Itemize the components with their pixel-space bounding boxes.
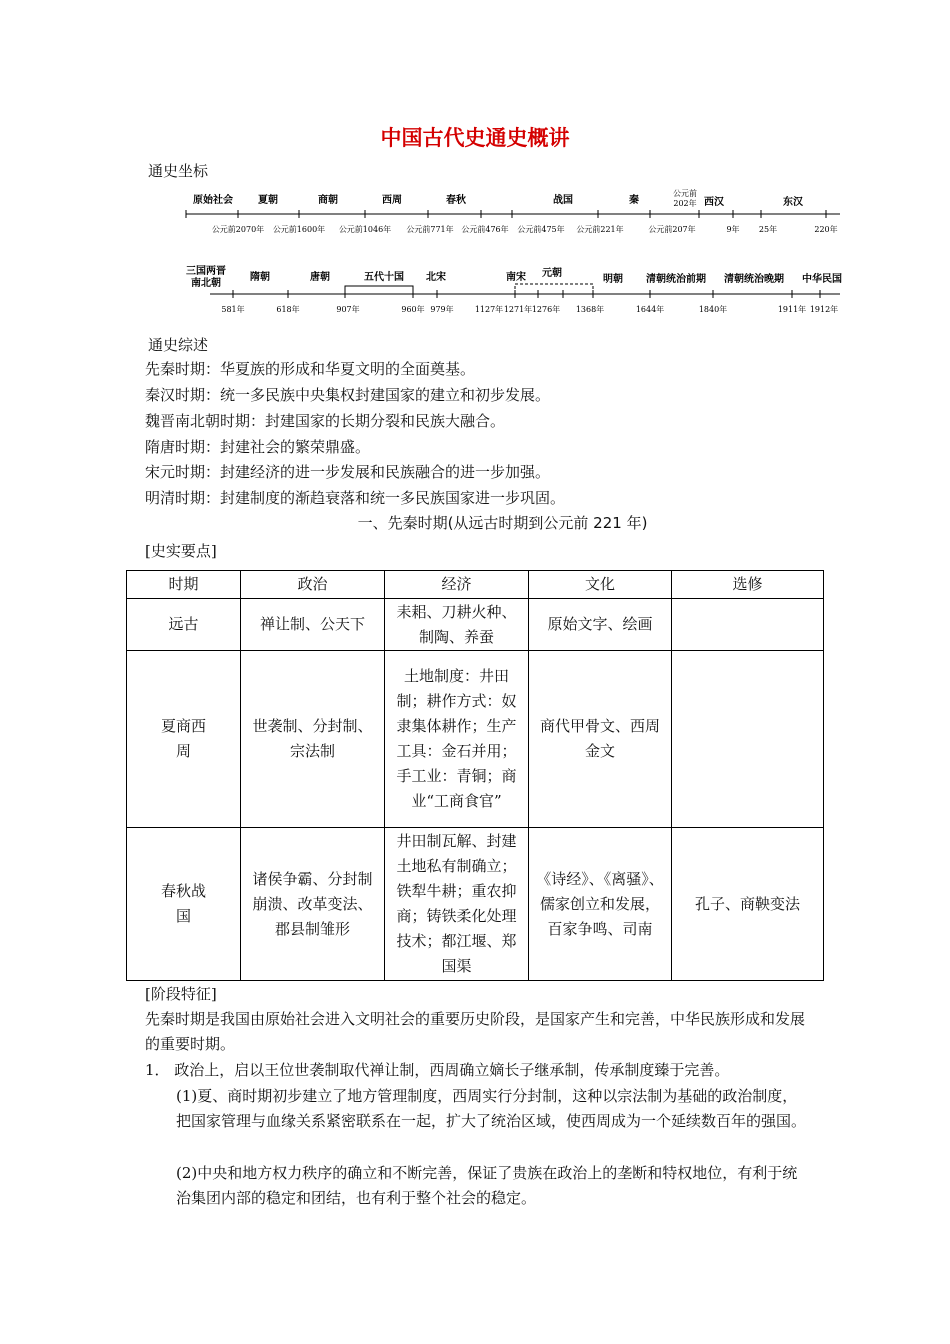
cell-economy: 井田制瓦解、封建土地私有制确立；铁犁牛耕；重农抑商；铸铁柔化处理技术；都江堰、郑国渠 [385,828,529,981]
table-row [127,599,824,651]
cell-politics: 诸侯争霸、分封制崩溃、改革变法、郡县制雏形 [241,828,385,981]
timeline-ancient [180,186,850,242]
tl1-period: 商朝 [318,195,338,206]
table-row [127,828,824,981]
tl2-period: 北宋 [426,272,446,283]
tl2-year: 1840年 [698,305,728,314]
cell-period: 远古 [127,599,241,651]
section-summary-heading: 通史综述 [148,336,209,354]
facts-label: [史实要点] [145,542,217,560]
tl1-period: 夏朝 [258,195,278,206]
tl2-year: 1271年 [503,305,533,314]
tl2-year: 581年 [221,305,245,314]
stage-intro: 先秦时期是我国由原始社会进入文明社会的重要历史阶段，是国家产生和完善，中华民族形成和发展的重要时期。 [145,1010,806,1053]
tl2-year: 1644年 [635,305,665,314]
tl2-period: 清朝统治前期 [646,274,706,285]
summary-line: 先秦时期：华夏族的形成和华夏文明的全面奠基。 [145,360,476,378]
cell-culture: 商代甲骨文、西周金文 [529,651,672,828]
cell-period: 夏商西周 [127,651,241,828]
tl2-year: 960年 [401,305,425,314]
tl2-period: 三国两晋 [186,266,226,277]
cell-culture: 原始文字、绘画 [529,599,672,651]
tl1-year-label: 公元前 [673,189,697,198]
cell-elective [672,599,824,651]
tl1-year: 公元前221年 [576,225,624,234]
cell-economy: 土地制度：井田制；耕作方式：奴隶集体耕作；生产工具：金石并用；手工业：青铜；商业“工商食官” [385,651,529,828]
part-heading: 一、先秦时期(从远古时期到公元前 221 年) [357,514,648,532]
tl2-period: 隋朝 [250,272,270,283]
table-header: 文化 [529,571,672,599]
tl1-year-label: 202年 [673,199,697,208]
tl2-year: 979年 [430,305,454,314]
summary-line: 秦汉时期：统一多民族中央集权封建国家的建立和初步发展。 [145,386,551,404]
tl2-period: 唐朝 [310,272,330,283]
table-header: 时期 [127,571,241,599]
tl2-year: 1911年 [777,305,807,314]
cell-period: 春秋战国 [127,828,241,981]
cell-culture: 《诗经》、《离骚》、儒家创立和发展，百家争鸣、司南 [529,828,672,981]
tl1-year: 公元前207年 [648,225,696,234]
cell-politics: 禅让制、公天下 [241,599,385,651]
tl1-period: 东汉 [783,197,803,208]
summary-line: 宋元时期：封建经济的进一步发展和民族融合的进一步加强。 [145,463,551,481]
tl2-year: 618年 [276,305,300,314]
summary-line: 隋唐时期：封建社会的繁荣鼎盛。 [145,438,371,456]
tl1-period: 春秋 [446,195,466,206]
table-header-row [127,571,824,599]
tl2-period: 清朝统治晚期 [724,274,784,285]
tl2-period: 南北朝 [191,278,221,289]
facts-table [126,570,824,981]
tl2-period: 中华民国 [802,274,842,285]
tl2-period: 五代十国 [364,272,404,283]
tl1-period: 西汉 [704,197,724,208]
table-header: 选修 [672,571,824,599]
tl1-year: 公元前771年 [406,225,454,234]
page-title: 中国古代史通史概讲 [380,126,570,150]
tl1-period: 西周 [382,195,402,206]
tl2-year: 1127年 [474,305,504,314]
tl1-year: 25年 [758,225,778,234]
timeline-imperial [180,262,850,322]
tl1-year: 220年 [814,225,838,234]
tl1-period: 战国 [553,195,573,206]
tl1-year: 公元前1600年 [272,225,326,234]
tl2-period: 元朝 [542,268,562,279]
section-coord-heading: 通史坐标 [148,162,209,180]
cell-elective: 孔子、商鞅变法 [672,828,824,981]
summary-line: 魏晋南北朝时期：封建国家的长期分裂和民族大融合。 [145,412,506,430]
tl2-year: 1276年 [531,305,561,314]
tl1-year: 公元前1046年 [338,225,392,234]
summary-line: 明清时期：封建制度的渐趋衰落和统一多民族国家进一步巩固。 [145,489,566,507]
table-row [127,651,824,828]
point-1: 1． 政治上，启以王位世袭制取代禅让制，西周确立嫡长子继承制，传承制度臻于完善。 [145,1061,730,1079]
tl1-period: 秦 [629,195,639,206]
tl2-year: 907年 [336,305,360,314]
tl2-year: 1912年 [809,305,839,314]
tl1-year: 公元前476年 [461,225,509,234]
stage-label: [阶段特征] [145,985,217,1003]
tl2-year: 1368年 [575,305,605,314]
table-header: 经济 [385,571,529,599]
tl2-period: 明朝 [603,274,623,285]
sub-point-1: (1)夏、商时期初步建立了地方管理制度，西周实行分封制，这种以宗法制为基础的政治制度，把国家管理与血缘关系紧密联系在一起，扩大了统治区域，使西周成为一个延续数百年的强国。 [176,1087,807,1130]
cell-politics: 世袭制、分封制、宗法制 [241,651,385,828]
tl1-year: 公元前475年 [517,225,565,234]
sub-point-2: (2)中央和地方权力秩序的确立和不断完善，保证了贵族在政治上的垄断和特权地位，有利于统治集团内部的稳定和团结，也有利于整个社会的稳定。 [176,1164,798,1207]
tl1-year: 公元前2070年 [211,225,265,234]
cell-elective [672,651,824,828]
table-header: 政治 [241,571,385,599]
tl1-year: 9年 [726,225,740,234]
tl1-period: 原始社会 [193,195,233,206]
tl2-period: 南宋 [506,272,526,283]
cell-economy: 耒耜、刀耕火种、制陶、养蚕 [385,599,529,651]
